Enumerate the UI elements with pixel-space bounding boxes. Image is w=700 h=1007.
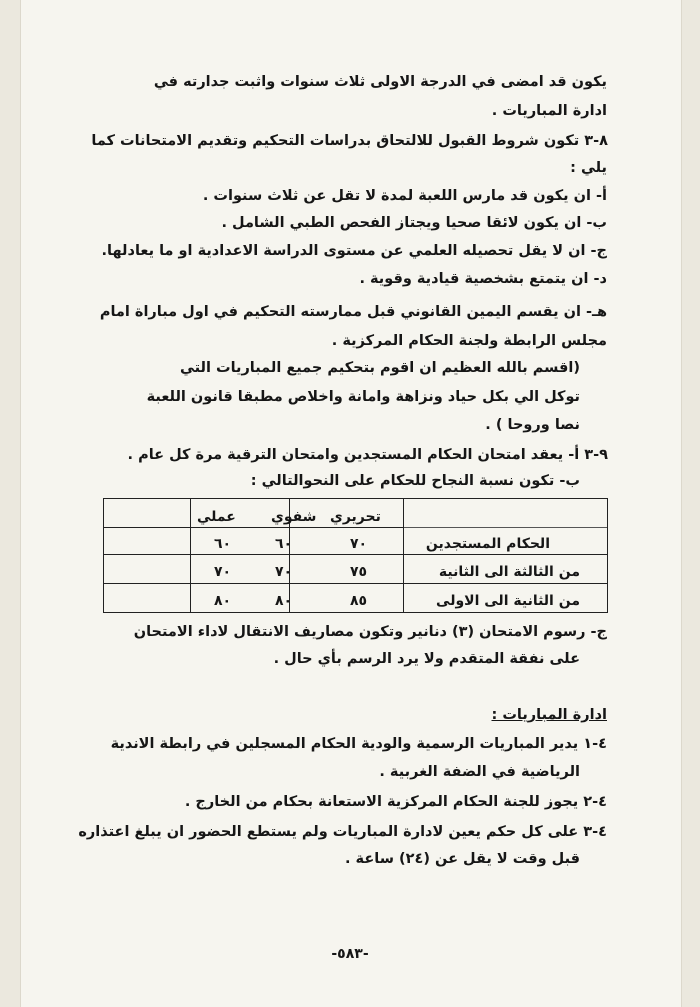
- section-8-3-heading: ٨-٣ تكون شروط القبول للالتحاق بدراسات التحكيم وتقديم الامتحانات كما: [91, 133, 608, 149]
- list-item-b: ب- تكون نسبة النجاح للحكام على النحوالتالي :: [250, 473, 580, 489]
- table-row-label: الحكام المستجدين: [425, 536, 550, 552]
- table-row-label: من الثالثة الى الثانية: [438, 564, 580, 580]
- section-4-3: ٤-٣ على كل حكم يعين لادارة المباريات ولم يستطع الحضور ان يبلغ اعتذاره: [78, 824, 607, 840]
- table-header-practical: عملي: [197, 509, 236, 525]
- section-heading: ادارة المباريات :: [491, 707, 607, 723]
- section-9-3-heading: ٩-٣ أ- يعقد امتحان الحكام المستجدين وامتحان الترقية مرة كل عام .: [127, 447, 608, 463]
- table-cell: ٧٠: [350, 536, 368, 552]
- table-cell: ٨٠: [275, 593, 293, 609]
- list-item-b: ب- ان يكون لائقا صحيا ويجتاز الفحص الطبي الشامل .: [221, 215, 607, 231]
- text-line: قبل وقت لا يقل عن (٢٤) ساعة .: [345, 851, 580, 867]
- table-cell: ٦٠: [214, 536, 232, 552]
- table-row-label: من الثانية الى الاولى: [436, 593, 580, 609]
- page-number: -٥٨٣-: [331, 946, 369, 962]
- table-cell: ٧٠: [214, 564, 232, 580]
- list-item-h: هـ- ان يقسم اليمين القانوني قبل ممارسته التحكيم في اول مباراة امام: [99, 304, 607, 320]
- list-item-j: ج- ان لا يقل تحصيله العلمي عن مستوى الدراسة الاعدادية او ما يعادلها.: [101, 243, 607, 259]
- text-line: الرياضية في الضفة الغربية .: [379, 764, 580, 780]
- table-cell: ٧٥: [350, 564, 368, 580]
- list-item-d: د- ان يتمتع بشخصية قيادية وقوية .: [359, 271, 607, 287]
- section-4-2: ٤-٢ يجوز للجنة الحكام المركزية الاستعانة بحكام من الخارج .: [184, 794, 607, 810]
- table-cell: ٧٠: [275, 564, 293, 580]
- table-cell: ٦٠: [275, 536, 293, 552]
- table-cell: ٨٥: [350, 593, 368, 609]
- table-header-oral: شفوي: [271, 509, 317, 525]
- text-line: على نفقة المتقدم ولا يرد الرسم بأي حال .: [273, 651, 580, 667]
- oath-text: نصا وروحا ) .: [485, 417, 580, 433]
- text-line: ادارة المباريات .: [491, 103, 607, 119]
- section-4-1: ٤-١ يدير المباريات الرسمية والودية الحكام المسجلين في رابطة الاندية: [110, 736, 607, 752]
- text-line: يلي :: [570, 160, 607, 176]
- text-line: مجلس الرابطة ولجنة الحكام المركزية .: [331, 333, 607, 349]
- table-header-written: تحريري: [330, 509, 381, 525]
- oath-text: (اقسم بالله العظيم ان اقوم بتحكيم جميع المباريات التي: [179, 360, 580, 376]
- table-cell: ٨٠: [214, 593, 232, 609]
- list-item-j: ج- رسوم الامتحان (٣) دنانير وتكون مصاريف الانتقال لاداء الامتحان: [133, 624, 607, 640]
- list-item-a: أ- ان يكون قد مارس اللعبة لمدة لا تقل عن ثلاث سنوات .: [202, 188, 607, 204]
- text-line: يكون قد امضى في الدرجة الاولى ثلاث سنوات واثبت جدارته في: [153, 74, 607, 90]
- oath-text: توكل الي بكل حياد ونزاهة وامانة واخلاص مطبقا قانون اللعبة: [146, 389, 580, 405]
